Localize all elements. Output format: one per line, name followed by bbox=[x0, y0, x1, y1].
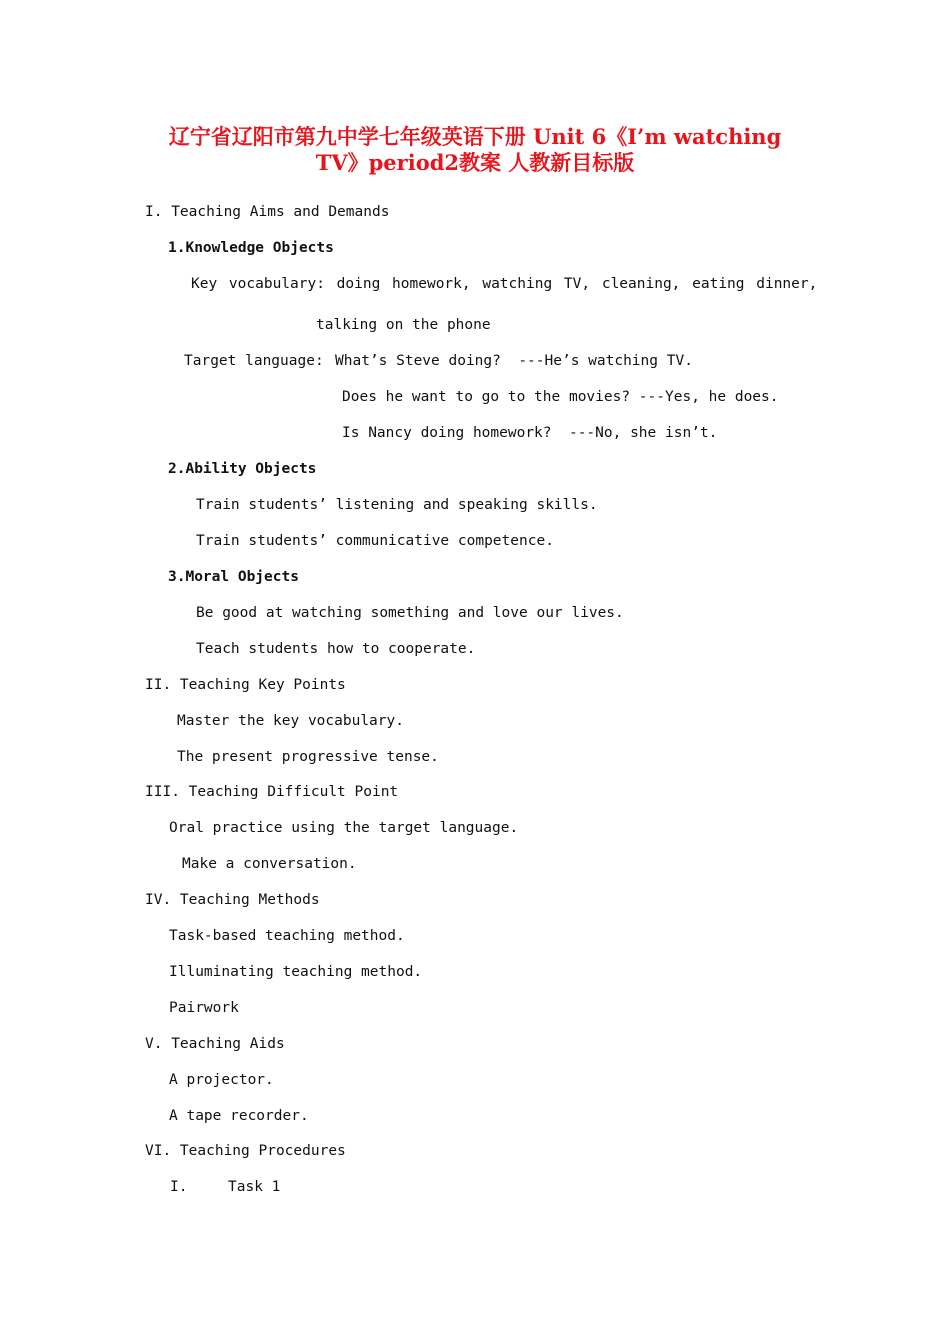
method-1: Task-based teaching method. bbox=[169, 928, 405, 944]
section-2-heading: II. Teaching Key Points bbox=[145, 677, 346, 693]
section-4-heading: IV. Teaching Methods bbox=[145, 892, 320, 908]
target-language-item-2: Does he want to go to the movies? ---Yes, he does. bbox=[342, 389, 779, 405]
key-point-2: The present progressive tense. bbox=[177, 749, 439, 765]
document-title-line-1: 辽宁省辽阳市第九中学七年级英语下册 Unit 6《I’m watching bbox=[168, 124, 782, 149]
aid-1: A projector. bbox=[169, 1072, 274, 1088]
procedure-number: I. bbox=[170, 1179, 188, 1195]
aid-2: A tape recorder. bbox=[169, 1108, 309, 1124]
moral-item-2: Teach students how to cooperate. bbox=[196, 641, 476, 657]
method-3: Pairwork bbox=[169, 1000, 239, 1016]
ability-item-1: Train students’ listening and speaking skills. bbox=[196, 497, 598, 513]
key-point-1: Master the key vocabulary. bbox=[177, 713, 404, 729]
ability-objects-heading: 2.Ability Objects bbox=[168, 461, 317, 477]
target-language-item-1: What’s Steve doing? ---He’s watching TV. bbox=[335, 353, 693, 369]
section-3-heading: III. Teaching Difficult Point bbox=[145, 784, 399, 800]
target-language-item-3: Is Nancy doing homework? ---No, she isn’t. bbox=[342, 425, 718, 441]
section-6-heading: VI. Teaching Procedures bbox=[145, 1143, 346, 1159]
moral-item-1: Be good at watching something and love our lives. bbox=[196, 605, 624, 621]
moral-objects-heading: 3.Moral Objects bbox=[168, 569, 299, 585]
target-language-label: Target language: bbox=[184, 353, 324, 369]
ability-item-2: Train students’ communicative competence. bbox=[196, 533, 554, 549]
procedure-task-1: Task 1 bbox=[228, 1179, 281, 1195]
section-5-heading: V. Teaching Aids bbox=[145, 1036, 285, 1052]
key-vocabulary-line-2: talking on the phone bbox=[316, 317, 491, 333]
method-2: Illuminating teaching method. bbox=[169, 964, 423, 980]
document-title-line-2: TV》period2教案 人教新目标版 bbox=[315, 150, 635, 175]
section-1-heading: I. Teaching Aims and Demands bbox=[145, 204, 390, 220]
difficult-point-2: Make a conversation. bbox=[182, 856, 357, 872]
difficult-point-1: Oral practice using the target language. bbox=[169, 820, 519, 836]
key-vocabulary-line-1: Key vocabulary: doing homework, watching TV, cleaning, eating dinner, bbox=[191, 276, 818, 292]
knowledge-objects-heading: 1.Knowledge Objects bbox=[168, 240, 334, 256]
